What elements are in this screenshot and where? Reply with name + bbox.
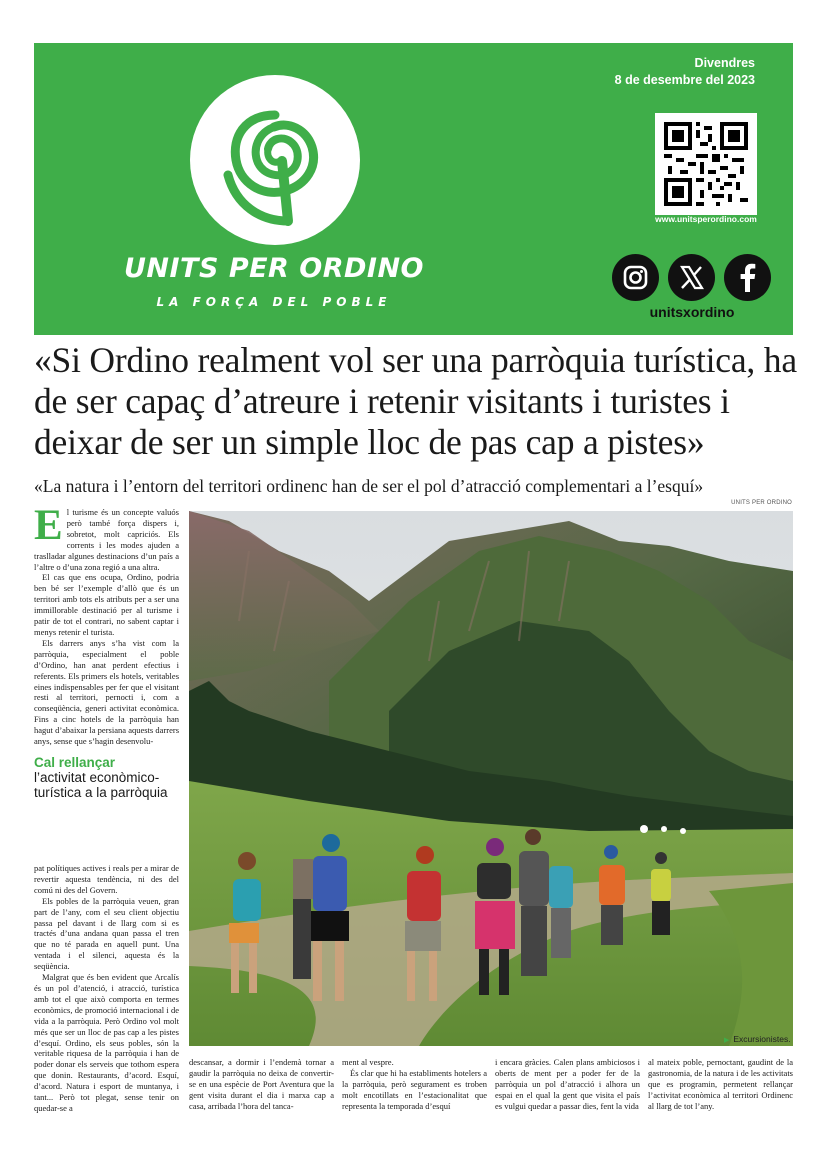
article-subheadline: «La natura i l’entorn del territori ordinenc han de ser el pol d’atracció complementari a l’esquí» <box>34 476 704 496</box>
header-banner <box>34 43 793 335</box>
paragraph: Malgrat que és ben evident que Arcalís és un pol d’atenció, i atracció, turística amb tot el que això comporta en termes econòmics, de promoció internacional i de vida a la parròquia. Però Ordino vol molt més que ser un lloc de pas cap a les pistes d’esquí. Ordino, els seus pobles, són la veritable riquesa de la parròquia i han de poder donar els serveis que tothom espera que donin. Restaurants, d’acord. Esquí, d’acord. Natura i esport de muntanya, i tant... Però tot plegat, sense tenir on quedar-se a <box>34 972 179 1113</box>
qr-code-icon[interactable] <box>655 113 757 215</box>
paragraph: ment al vespre. <box>342 1057 394 1067</box>
pull-quote-body: l’activitat econòmico-turística a la parròquia <box>34 770 168 800</box>
issue-full-date: 8 de desembre del 2023 <box>614 73 755 87</box>
paragraph: Els darrers anys s’ha vist com la parròquia, especialment el poble d’Ordino, han anat perdent efectius i referents. Els primers els hotels, veritables eines indispensables per fer que el visitant resti al territori, pernocti i, com a conseqüència, generi activitat econòmica. Fins a cinc hotels de la parròquia han hagut d’abaixar la persiana aquests darrers anys, sense que s’hagin desenvolu- <box>34 637 179 747</box>
issue-day: Divendres <box>694 56 755 70</box>
hikers-photo <box>189 511 793 1046</box>
paragraph: al mateix poble, pernoctant, gaudint de la gastronomia, de la natura i de les activitats que es programin, permetent rellançar l’activitat econòmica al territori Ordinenc al llarg de tot l’any. <box>648 1057 793 1111</box>
facebook-icon[interactable] <box>724 254 771 301</box>
paragraph: Els pobles de la parròquia veuen, gran part de l’any, com el seu client objectiu passa pel davant i de llarg com si es tractés d’una andana quan passa el tren que no té parada en aquell punt. Una ventada i el silenci, aquesta és la seqüència. <box>34 895 179 972</box>
paragraph: És clar que hi ha establiments hotelers a la parròquia, però segurament es troben molt encotillats en l’estacionalitat que representa la temporada d’esquí <box>342 1067 487 1111</box>
brand-name: UNITS PER ORDINO <box>123 253 424 284</box>
paragraph: pat polítiques actives i reals per a mirar de revertir aquesta tendència, ni des del comú ni des del Govern. <box>34 863 179 895</box>
pull-quote <box>34 755 179 800</box>
x-icon[interactable] <box>668 254 715 301</box>
paragraph: i encara gràcies. Calen plans ambiciosos i oberts de ment per a poder fer de la parròquia un pol d’atracció i alhora un espai en el qual la gent que visita el país es vulgui quedar a passar dies, fent la vida <box>495 1057 640 1111</box>
website-url[interactable]: www.unitsperordino.com <box>655 214 757 224</box>
paragraph: descansar, a dormir i l’endemà tornar a gaudir la parròquia no deixa de convertir-se en una espècie de Port Aventura que la gent visita durant el dia i marxa cap a casa, arribada l’hora del tanca- <box>189 1057 334 1111</box>
pull-quote-title: Cal rellançar <box>34 755 116 770</box>
logo-icon <box>190 75 360 245</box>
instagram-icon[interactable] <box>612 254 659 301</box>
article-headline: «Si Ordino realment vol ser una parròquia turística, ha de ser capaç d’atreure i retenir visitants i turistes i deixar de ser un simple lloc de pas cap a pistes» <box>34 340 797 462</box>
photo-credit: UNITS PER ORDINO <box>731 500 792 506</box>
article-column-1-top <box>34 507 179 751</box>
article-column-1-bottom <box>34 863 179 1131</box>
issue-date <box>615 55 755 89</box>
photo-caption-text: Excursionistes. <box>733 1034 791 1044</box>
brand-tagline: LA FORÇA DEL POBLE <box>156 295 392 309</box>
photo-caption <box>724 1034 791 1044</box>
article-column-4 <box>495 1057 640 1131</box>
social-handle[interactable]: unitsxordino <box>649 304 735 320</box>
article-column-2 <box>189 1057 334 1131</box>
article-column-3 <box>342 1057 487 1131</box>
paragraph: El cas que ens ocupa, Ordino, podria ben bé ser l’exemple d’allò que és un territori amb tots els atributs per a ser una immillorable destinació per al turisme i patir de tot el contrari, no sabent captar i menys retenir el turista. <box>34 572 179 637</box>
paragraph: l turisme és un concepte valuós però també força dispers i, sobretot, molt capriciós. Els corrents i les modes ajuden a traslladar algunes destinacions d’un país a l’altre o d’una zona regió a una altra. <box>34 507 179 572</box>
caption-arrow-icon: ▶ <box>724 1037 730 1044</box>
article-column-5 <box>648 1057 793 1131</box>
dropcap: E <box>34 507 63 549</box>
